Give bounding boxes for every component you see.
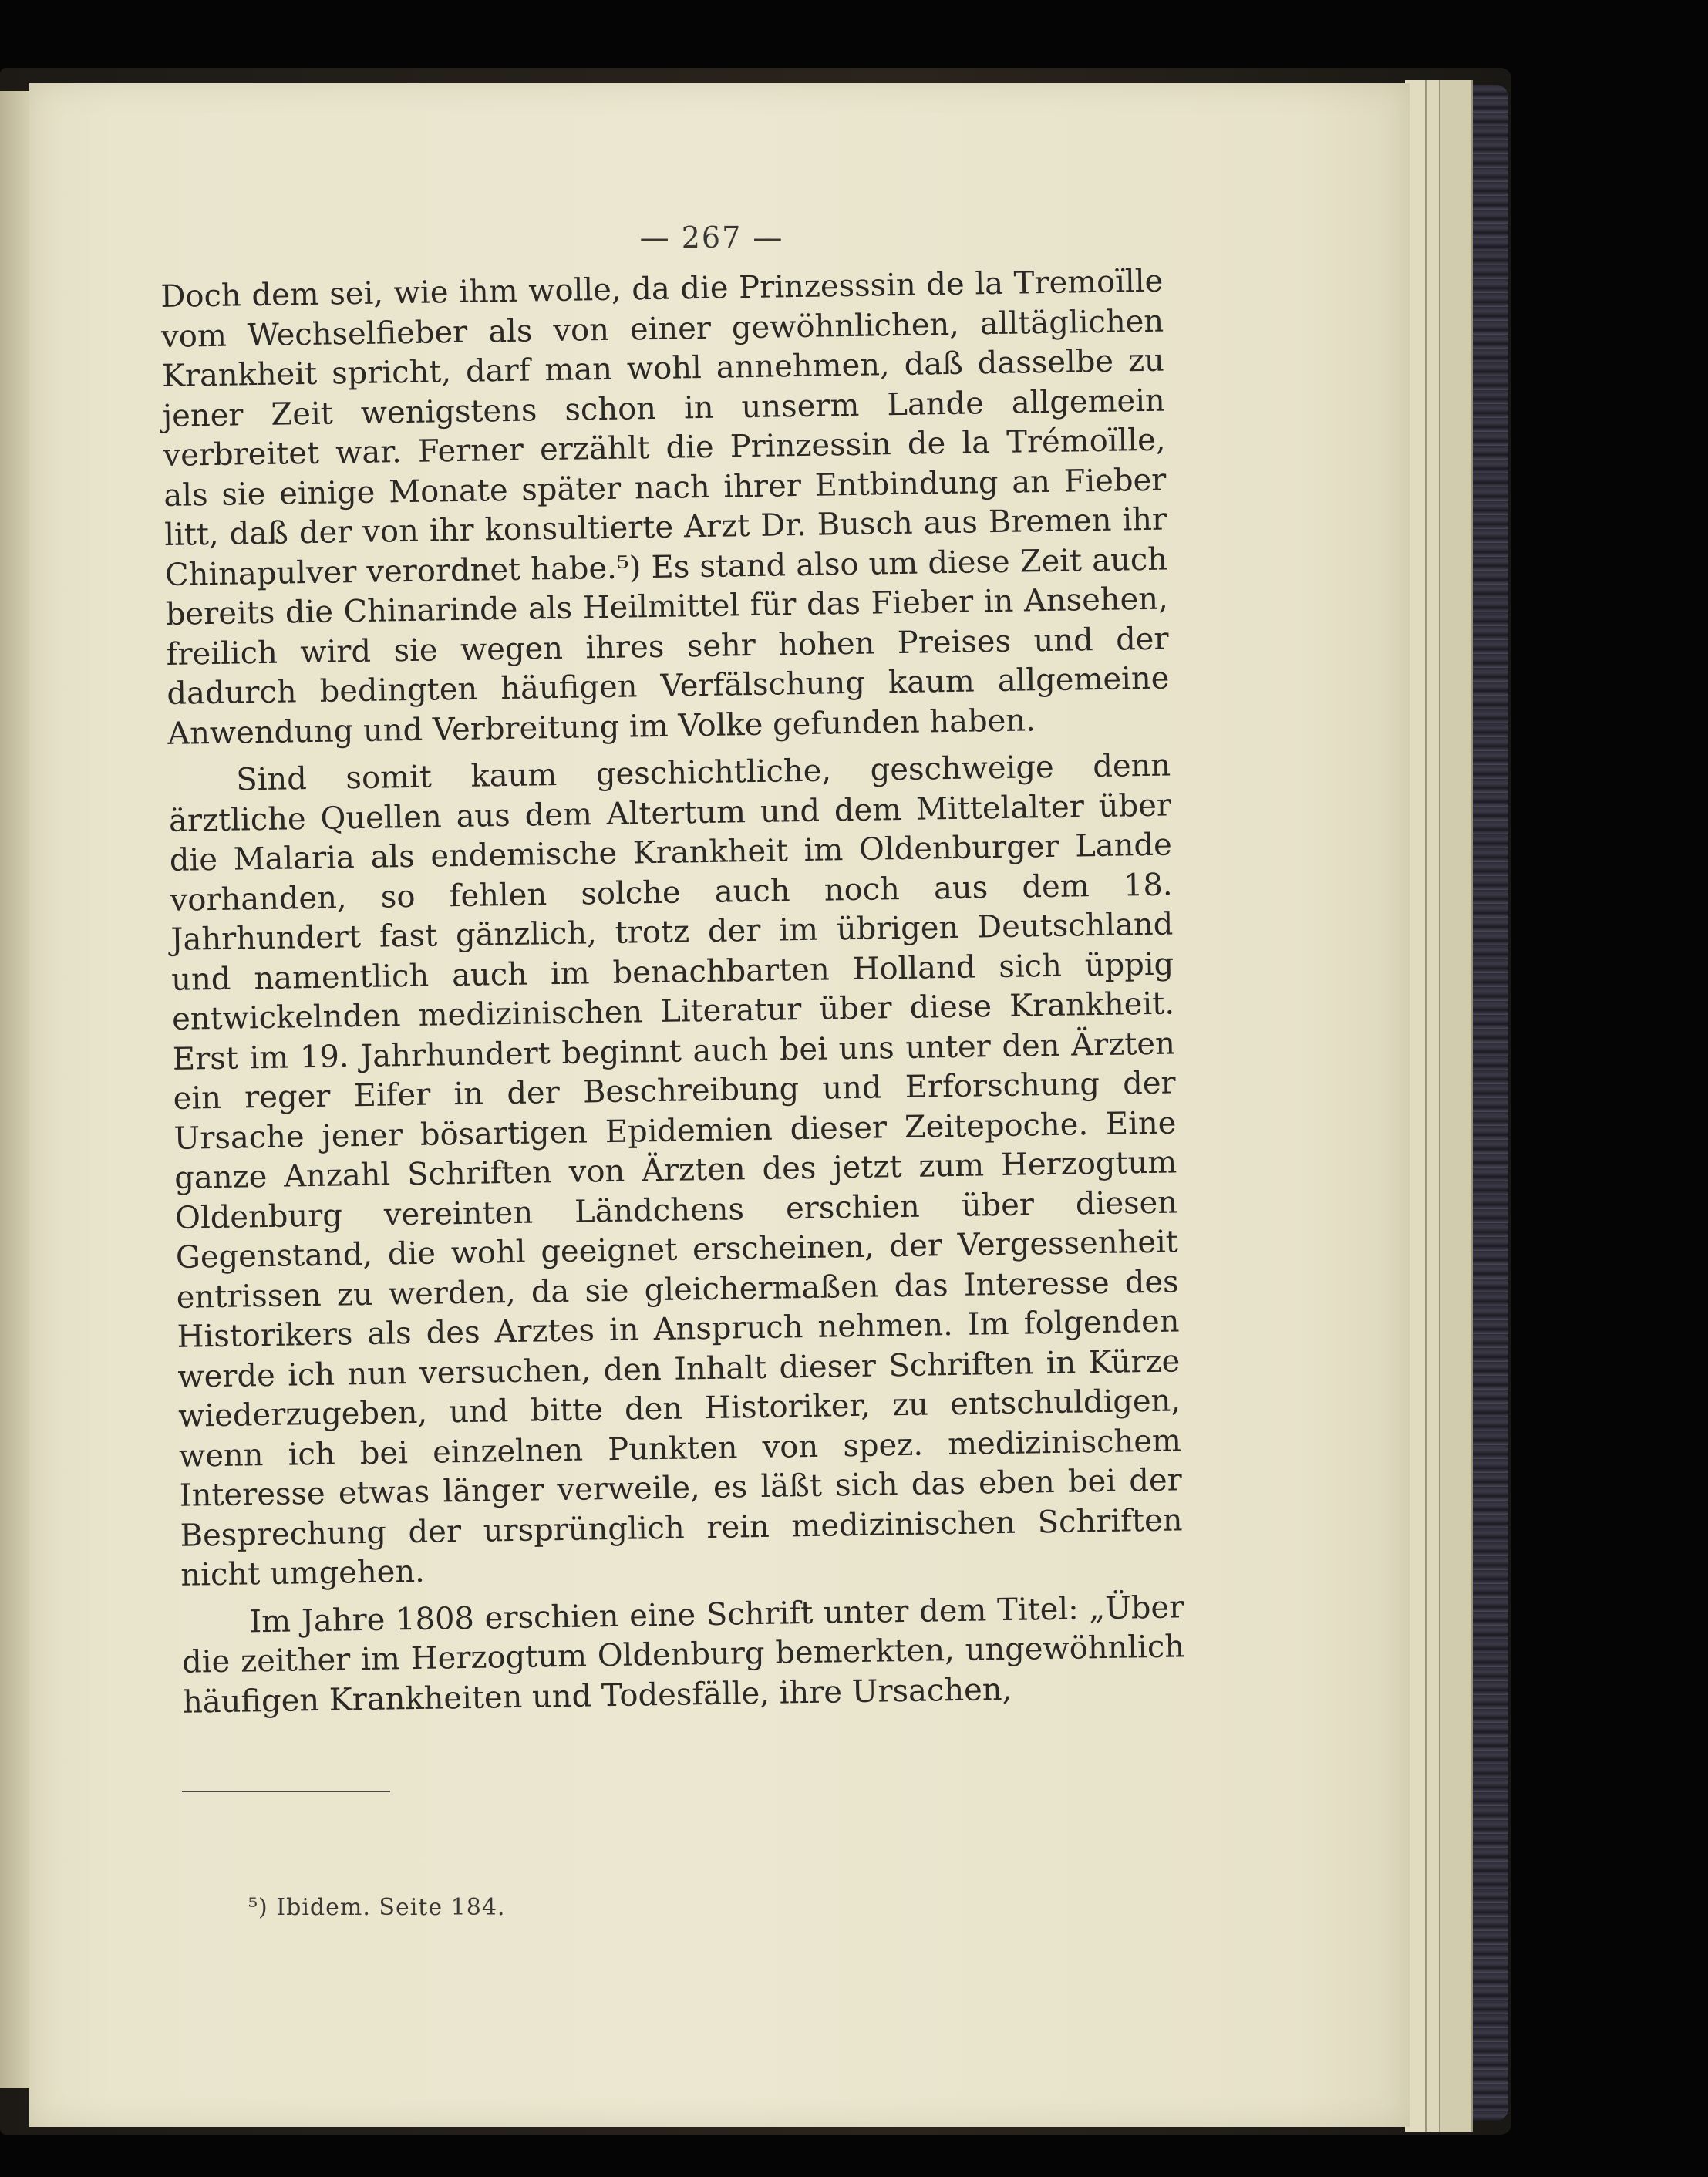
footnote: ⁵) Ibidem. Seite 184. [248, 1894, 506, 1921]
book-page [29, 83, 1410, 2127]
footnote-rule [182, 1791, 390, 1792]
previous-leaf-edge [0, 91, 31, 2088]
body-text [160, 262, 1185, 1723]
paragraph: Doch dem sei, wie ihm wolle, da die Prinzesssin de la Tremoïlle vom Wechselfieber als von einer gewöhnlichen, alltäglichen Krankheit spricht, darf man wohl annehmen, daß dasselbe zu jener Zeit wenigstens schon in unserm Lande allgemein verbreitet war. Ferner erzählt die Prinzessin de la Trémoïlle, als sie einige Monate später nach ihrer Entbindung an Fieber litt, daß der von ihr konsultierte Arzt Dr. Busch aus Bremen ihr Chinapulver verordnet habe.⁵) Es stand also um diese Zeit auch bereits die Chinarinde als Heilmittel für das Fieber in Ansehen, freilich wird sie wegen ihres sehr hohen Preises und der dadurch bedingten häufigen Verfälschung kaum allgemeine Anwendung und Verbreitung im Volke gefunden haben. [160, 263, 1170, 752]
paragraph: Sind somit kaum geschichtliche, geschweige denn ärztliche Quellen aus dem Altertum und dem Mittelalter über die Malaria als endemische Krankheit im Oldenburger Lande vorhanden, so fehlen solche auch noch aus dem 18. Jahrhundert fast gänzlich, trotz der im übrigen Deutschland und namentlich auch im benachbarten Holland sich üppig entwickelnden medizinischen Literatur über diese Krankheit. Erst im 19. Jahrhundert beginnt auch bei uns unter den Ärzten ein reger Eifer in der Beschreibung und Erforschung der Ursache jener bösartigen Epidemien dieser Zeitepoche. Eine ganze Anzahl Schriften von Ärzten des jetzt zum Herzogtum Oldenburg vereinten Ländchens erschien über diesen Gegenstand, die wohl geeignet erscheinen, der Vergessenheit entrissen zu werden, da sie gleichermaßen das Interesse des Historikers als des Arztes in Anspruch nehmen. Im folgenden werde ich nun versuchen, den Inhalt dieser Schriften in Kürze wiederzugeben, und bitte den Historiker, zu entschuldigen, wenn ich bei einzelnen Punkten von spez. medizinischem Interesse etwas länger verweile, es läßt sich das eben bei der Besprechung der ursprünglich rein medizinischen Schriften nicht umgehen. [168, 747, 1183, 1593]
page-number: — 267 — [639, 221, 784, 254]
paragraph: Im Jahre 1808 erschien eine Schrift unter dem Titel: „Über die zeither im Herzogtum Oldenburg bemerkten, ungewöhnlich häufigen Krankheiten und Todesfälle, ihre Ursachen, [181, 1589, 1185, 1720]
